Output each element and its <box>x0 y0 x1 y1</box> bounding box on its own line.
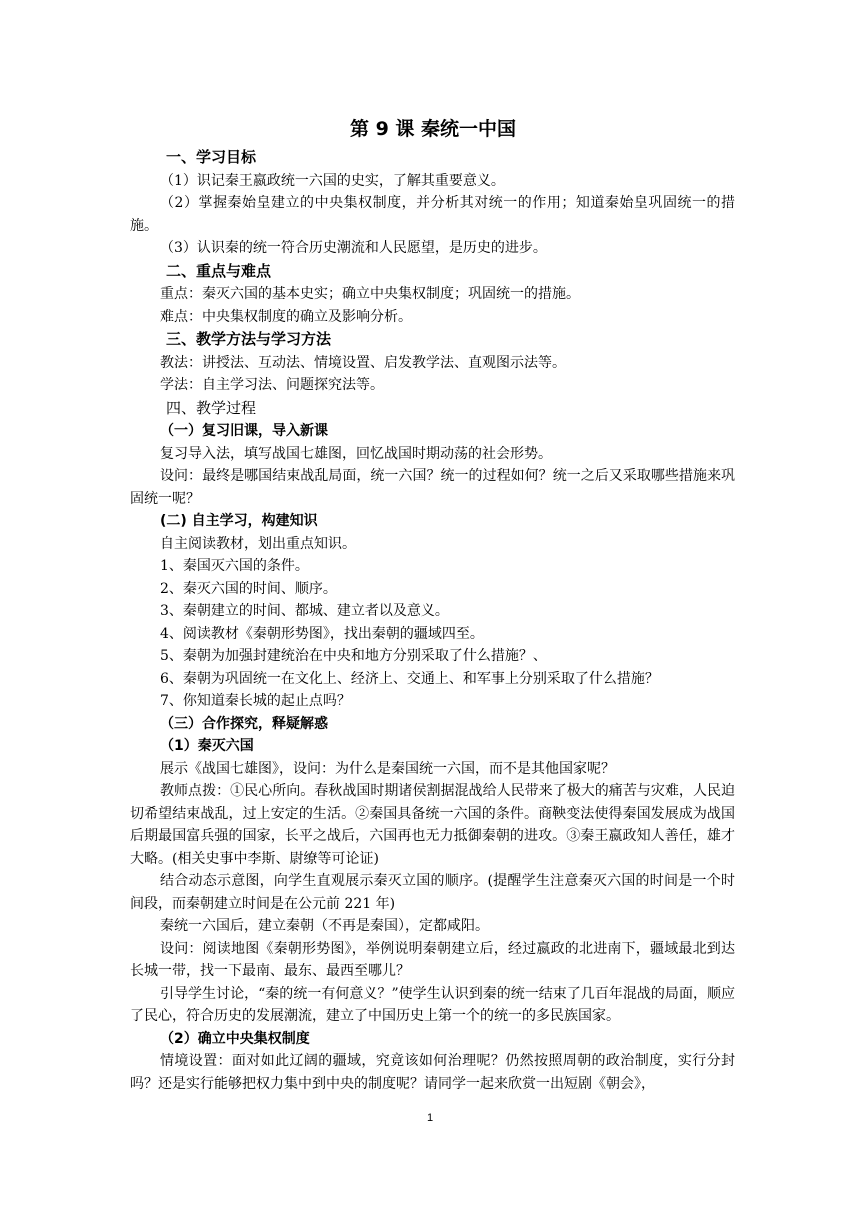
list-item: 7、你知道秦长城的起止点吗？ <box>160 693 351 709</box>
objective-item: （3）认识秦的统一符合历史潮流和人民愿望，是历史的进步。 <box>160 240 547 256</box>
paragraph: 秦统一六国后，建立秦朝（不再是秦国），定都咸阳。 <box>160 918 489 934</box>
list-item: 4、阅读教材《秦朝形势图》，找出秦朝的疆域四至。 <box>160 625 484 642</box>
paragraph: 展示《战国七雄图》，设问：为什么是秦国统一六国，而不是其他国家呢？ <box>160 760 615 777</box>
subsection-heading-qin-conquest: （1）秦灭六国 <box>160 738 254 754</box>
objective-item: （2）掌握秦始皇建立的中央集权制度，并分析其对统一的作用；知道秦始皇巩固统一的措施。 <box>130 195 735 234</box>
paragraph: 情境设置：面对如此辽阔的疆域，究竟该如何治理呢？仍然按照周朝的政治制度，实行分封吗？还是实行能够把权力集中到中央的制度呢？请同学一起来欣赏一出短剧《朝会》， <box>130 1053 735 1092</box>
page-title: 第 9 课 秦统一中国 <box>349 118 517 140</box>
document-page <box>130 112 735 1095</box>
subsection-heading-centralization: （2）确立中央集权制度 <box>160 1030 310 1047</box>
section-heading-objectives: 一、学习目标 <box>166 148 257 166</box>
objective-item: （1）识记秦王嬴政统一六国的史实，了解其重要意义。 <box>160 172 505 189</box>
list-item: 6、秦朝为巩固统一在文化上、经济上、交通上、和军事上分别采取了什么措施？ <box>160 670 659 687</box>
page-number: 1 <box>426 1112 434 1124</box>
section-heading-key-points: 二、重点与难点 <box>166 261 272 280</box>
teaching-methods-text: 教法：讲授法、互动法、情境设置、启发教学法、直观图示法等。 <box>160 354 566 371</box>
paragraph: 复习导入法，填写战国七雄图，回忆战国时期动荡的社会形势。 <box>160 445 552 462</box>
paragraph: 教师点拨：①民心所向。春秋战国时期诸侯割据混战给人民带来了极大的痛苦与灾难，人民迫切希望结束战乱，过上安定的生活。②秦国具备统一六国的条件。商鞅变法使得秦国发展成为战国后期最国富兵强的国家，长平之战后，六国再也无力抵御秦朝的进攻。③秦王嬴政知人善任，雄才大略。(相关史事中李斯、尉缭等可论证) <box>130 783 735 867</box>
learning-methods-text: 学法：自主学习法、问题探究法等。 <box>160 377 384 393</box>
paragraph: 引导学生讨论，“秦的统一有何意义？”使学生认识到秦的统一结束了几百年混战的局面，顺应了民心，符合历史的发展潮流，建立了中国历史上第一个的统一的多民族国家。 <box>130 985 735 1024</box>
difficult-points-text: 难点：中央集权制度的确立及影响分析。 <box>160 308 412 325</box>
paragraph: 设问：阅读地图《秦朝形势图》，举例说明秦朝建立后，经过嬴政的北进南下，疆域最北到达长城一带，找一下最南、最东、最西至哪儿？ <box>130 940 735 979</box>
paragraph: 结合动态示意图，向学生直观展示秦灭立国的顺序。(提醒学生注意秦灭六国的时间是一个时间段，而秦朝建立时间是在公元前 221 年) <box>130 873 735 912</box>
list-item: 3、秦朝建立的时间、都城、建立者以及意义。 <box>160 603 449 619</box>
key-points-text: 重点：秦灭六国的基本史实；确立中央集权制度；巩固统一的措施。 <box>160 286 580 302</box>
subsection-heading-self-study: (二) 自主学习，构建知识 <box>160 513 318 529</box>
paragraph: 自主阅读教材，划出重点知识。 <box>160 535 356 552</box>
section-heading-methods: 三、教学方法与学习方法 <box>166 330 332 348</box>
list-item: 2、秦灭六国的时间、顺序。 <box>160 580 337 597</box>
subsection-heading-inquiry: （三）合作探究，释疑解惑 <box>160 715 328 732</box>
list-item: 1、秦国灭六国的条件。 <box>160 558 309 574</box>
list-item: 5、秦朝为加强封建统治在中央和地方分别采取了什么措施？、 <box>160 648 547 664</box>
section-heading-process: 四、教学过程 <box>166 398 257 417</box>
paragraph: 设问：最终是哪国结束战乱局面，统一六国？统一的过程如何？统一之后又采取哪些措施来巩固统一呢？ <box>130 468 735 507</box>
subsection-heading-review: （一）复习旧课，导入新课 <box>160 423 328 439</box>
